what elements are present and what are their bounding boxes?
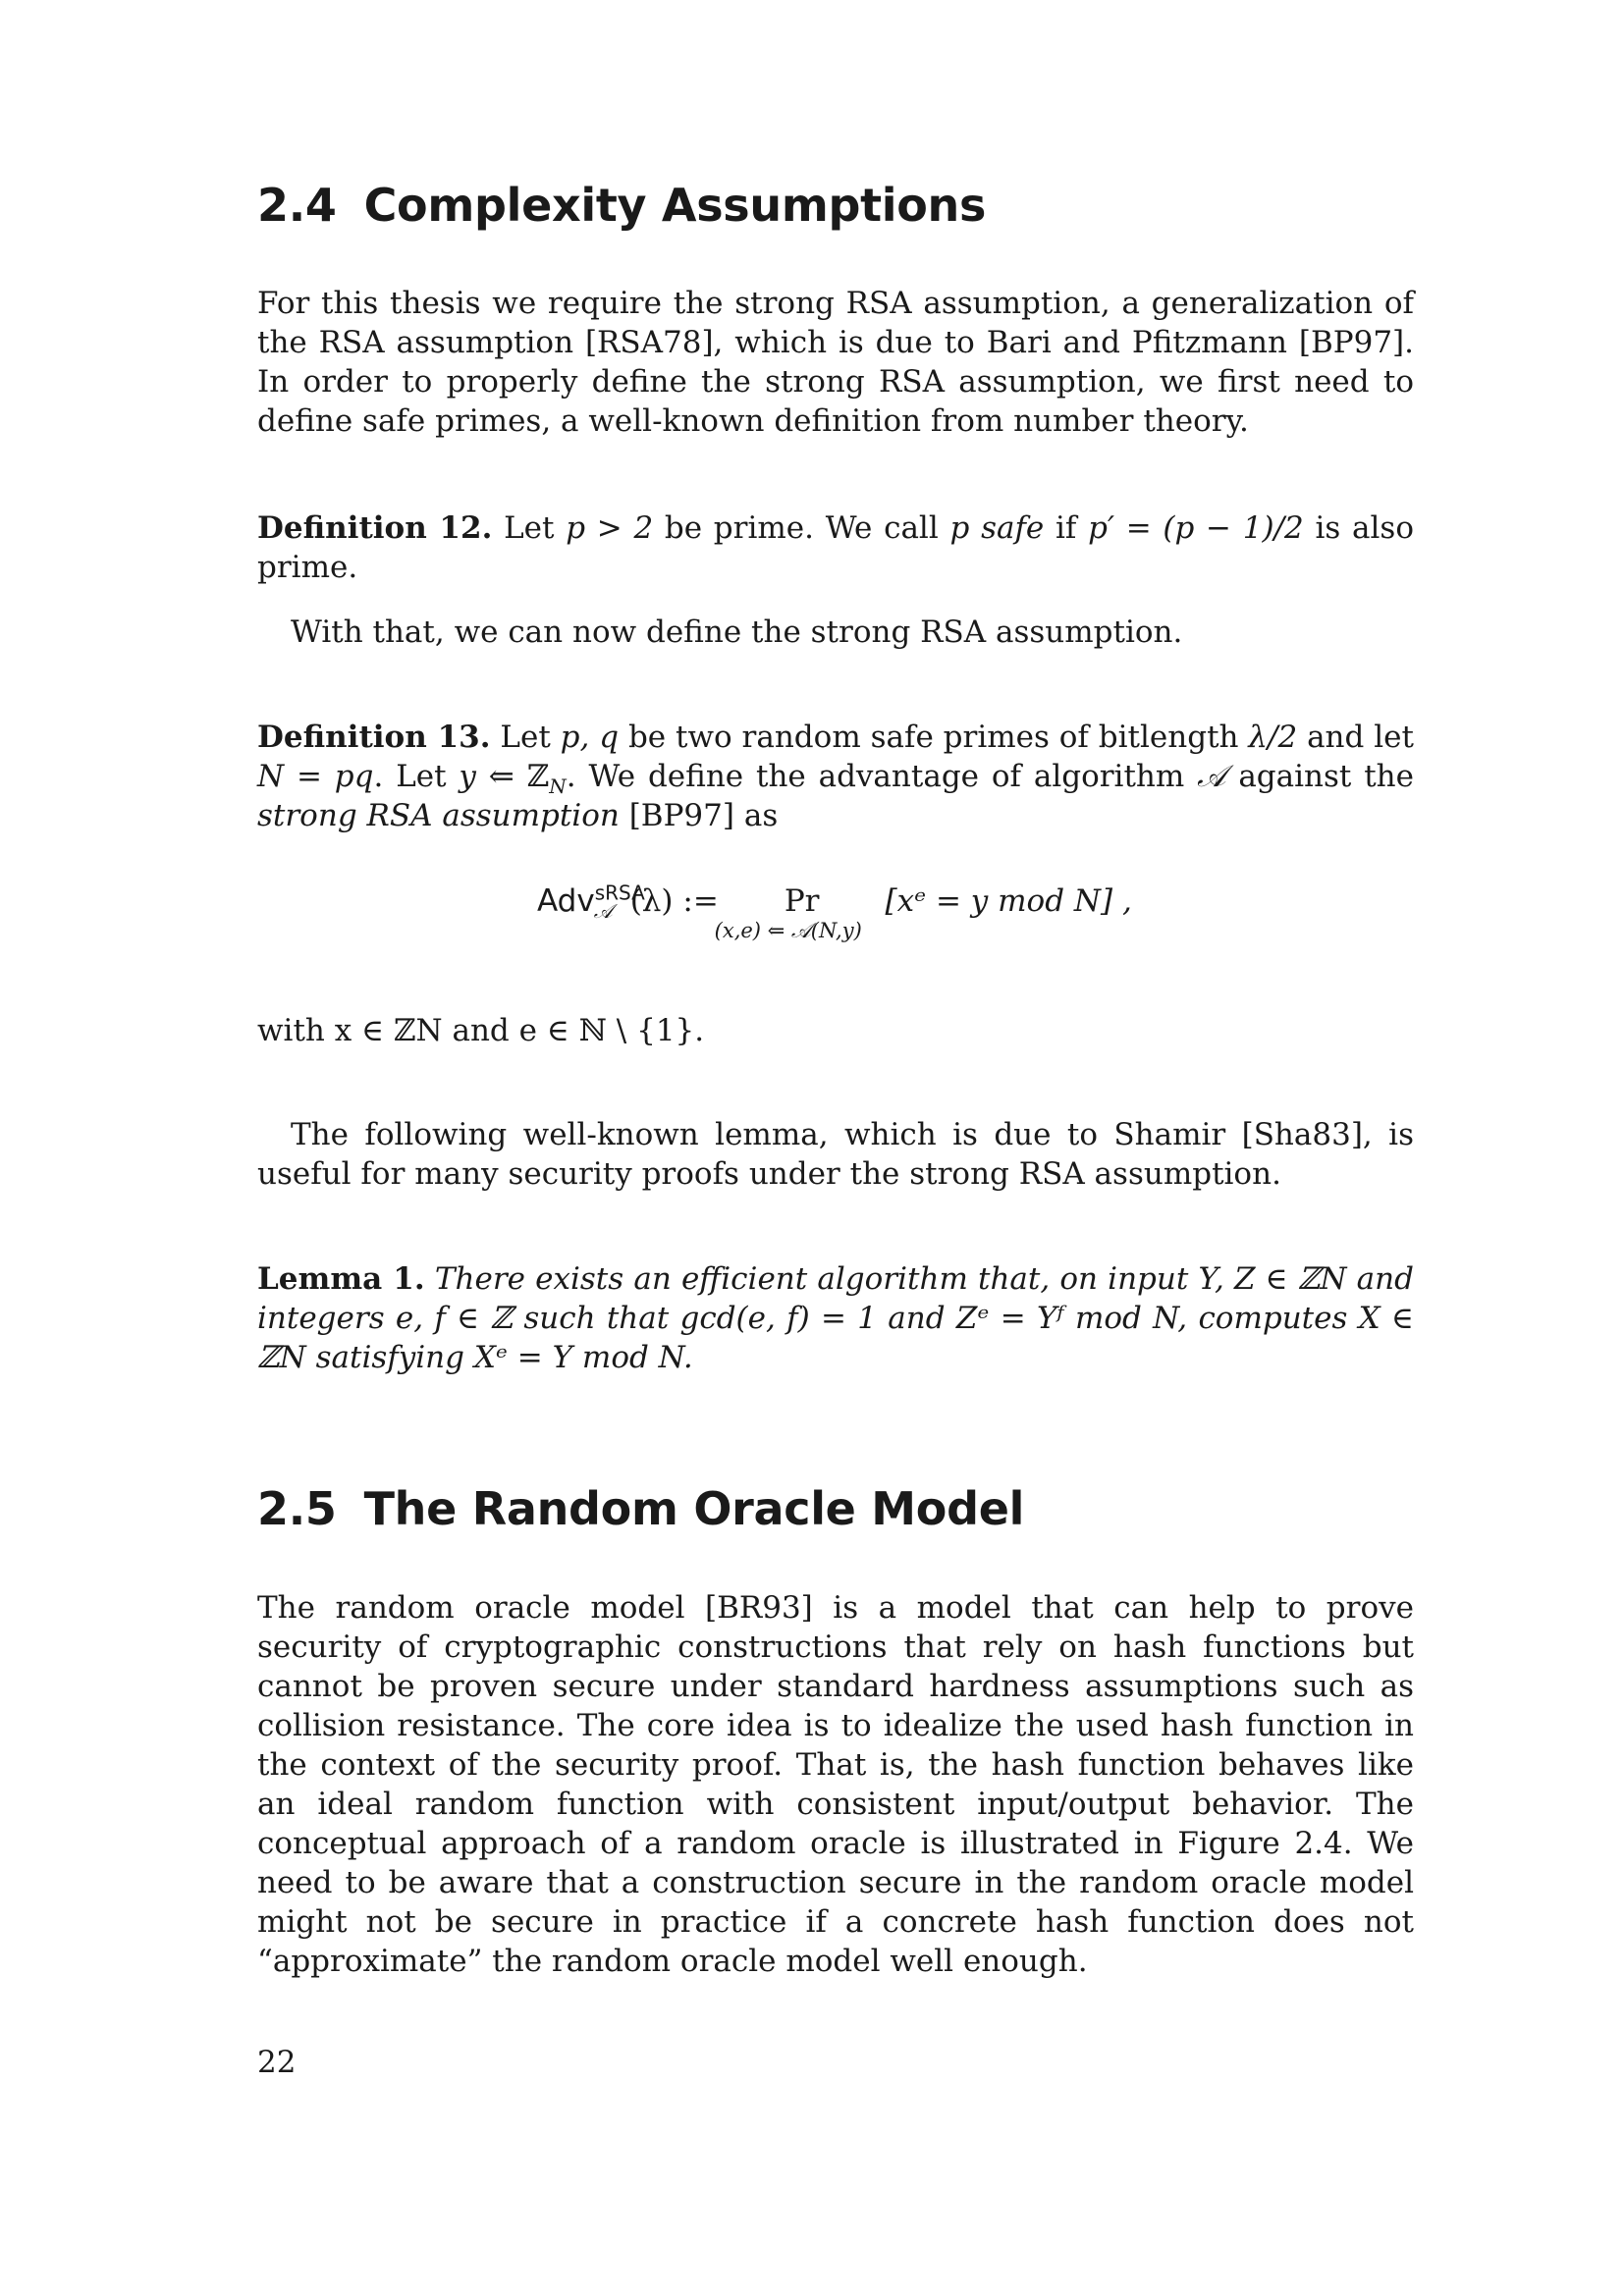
section-2-4-title: Complexity Assumptions: [363, 179, 987, 232]
definition-12: [257, 508, 1414, 587]
definition-12-text: be prime. We call: [664, 510, 939, 546]
definition-13-text: .: [373, 759, 384, 794]
definition-13-text: Let: [396, 759, 447, 794]
definition-13-math-sub: N: [549, 774, 567, 799]
definition-13-math: ℤ: [526, 759, 550, 794]
definition-12-math: p: [949, 510, 970, 546]
definition-13: [257, 718, 1414, 835]
definition-13-text: Let: [500, 720, 551, 755]
definition-12-math: p′ = (p − 1)/2: [1088, 510, 1304, 546]
equation-rhs: [xᵉ = y mod N] ,: [885, 883, 1132, 919]
strong-rsa-equation: [257, 883, 1414, 962]
with-line: with x ∈ ℤN and e ∈ ℕ \ {1}.: [257, 1013, 705, 1048]
definition-13-math: 𝒜: [1197, 759, 1226, 794]
definition-13-label: Definition 13.: [257, 720, 491, 755]
definition-12-term: safe: [981, 510, 1045, 546]
lemma-1-text: There exists an efficient algorithm that, on input Y, Z ∈ ℤN and integers e, f ∈ ℤ such that gcd(e, f) = 1 and Zᵉ = Yᶠ mod N, computes X ∈ ℤN satisfying Xᵉ = Y mod N.: [257, 1261, 1414, 1375]
transition-2: The following well-known lemma, which is due to Shamir [Sha83], is useful for many security proofs under the strong RSA assumption.: [257, 1117, 1414, 1192]
transition-1: With that, we can now define the strong RSA assumption.: [291, 614, 1183, 650]
definition-13-text: [BP97] as: [628, 798, 779, 833]
pr-subscript: (x,e) ⇐ 𝒜(N,y): [714, 919, 862, 942]
adv-subscript: 𝒜: [593, 899, 613, 924]
definition-12-math: p > 2: [566, 510, 654, 546]
lemma-1-label: Lemma 1.: [257, 1261, 425, 1297]
equation-lhs-arg: (λ) :=: [629, 883, 719, 919]
lemma-1: [257, 1259, 1414, 1377]
definition-13-text: . We define the advantage of algorithm: [566, 759, 1185, 794]
definition-13-text: be two random safe primes of bitlength: [627, 720, 1239, 755]
definition-13-math: y: [459, 759, 476, 794]
adv-symbol: Adv: [537, 883, 595, 919]
section-2-5-number: 2.5: [257, 1482, 337, 1535]
pr-symbol: Pr: [784, 883, 820, 919]
definition-13-math: λ/2: [1248, 720, 1298, 755]
section-2-5-title: The Random Oracle Model: [363, 1482, 1025, 1535]
definition-12-label: Definition 12.: [257, 510, 493, 546]
probability-operator: [714, 883, 876, 942]
definition-12-text: Let: [504, 510, 555, 546]
adv-superscript: sRSA: [594, 881, 645, 905]
definition-13-text: and let: [1307, 720, 1414, 755]
page-number: 22: [257, 2045, 297, 2080]
definition-12-text: if: [1056, 510, 1077, 546]
section-2-5-heading: [257, 1482, 1024, 1535]
definition-13-math: N = pq: [257, 759, 374, 794]
section-2-5-text: The random oracle model [BR93] is a model that can help to prove security of cryptographic constructions that rely on hash functions but cannot be proven secure under standard hardness assumptions such as collision resistance. The core idea is to idealize the used hash function in the context of the security proof. That is, the hash function behaves like an ideal random function with consistent input/output behavior. The conceptual approach of a random oracle is illustrated in Figure 2.4. We need to be aware that a construction secure in the random oracle model might not be secure in practice if a concrete hash function does not “approximate” the random oracle model well enough.: [257, 1590, 1414, 1979]
section-2-4-heading: [257, 179, 986, 232]
definition-13-term: strong RSA assumption: [257, 798, 620, 833]
definition-13-math: p, q: [560, 720, 620, 755]
equation-line: [537, 881, 1132, 942]
random-sample-arrow-icon: ⇐: [488, 759, 514, 794]
definition-13-text: against the: [1238, 759, 1414, 794]
definition-12-text: is also prime.: [257, 510, 1414, 585]
section-2-4-intro: For this thesis we require the strong RSA assumption, a generalization of the RSA assumption [RSA78], which is due to Bari and Pfitzmann [BP97]. In order to properly define the strong RSA assumption, we first need to define safe primes, a well-known definition from number theory.: [257, 286, 1414, 439]
section-2-4-number: 2.4: [257, 179, 337, 232]
